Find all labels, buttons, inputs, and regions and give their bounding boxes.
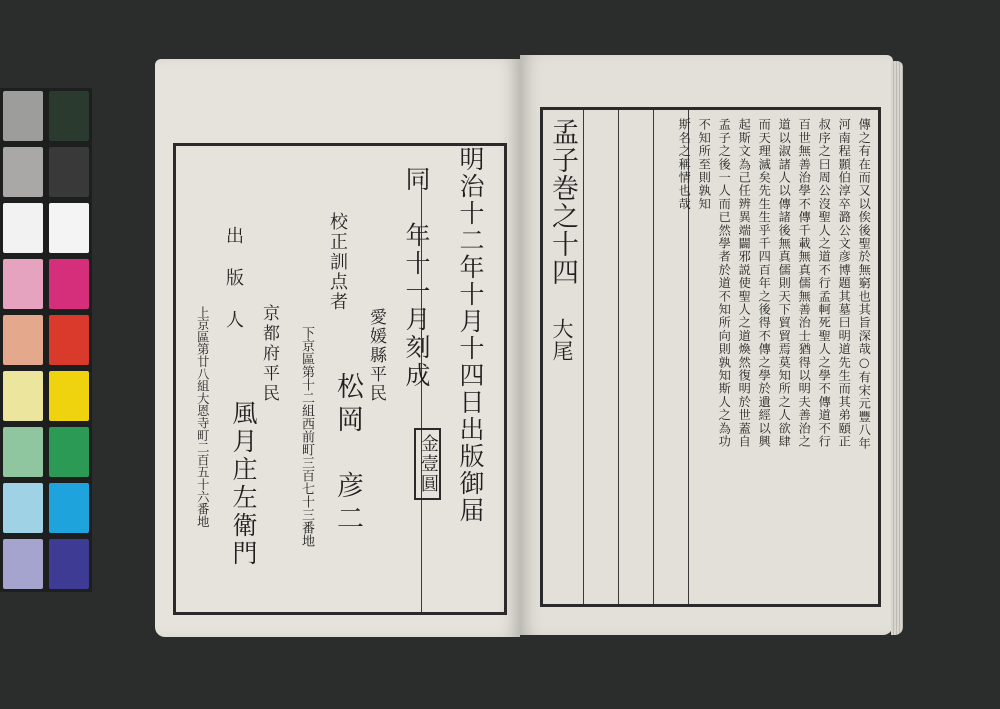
text-frame [540,107,881,607]
commentary-column: 起斯文為己任辨異端闢邪説使聖人之道煥然復明於世蓋自 [737,118,752,448]
color-swatch [3,259,43,309]
publisher-address: 上京區第廿八組大恩寺町二百五十六番地 [195,306,210,528]
editor-name: 松岡 彦二 [332,372,363,537]
editor-role: 校正訓点者 [327,212,348,312]
commentary-column: 傳之有在而又以俟後聖於無窮也其旨深哉○有宋元豐八年 [857,118,872,450]
color-swatch [49,483,89,533]
completion-date: 同 年十一月刻成 [402,166,431,390]
color-swatch [3,427,43,477]
color-swatch [49,147,89,197]
color-swatch [49,259,89,309]
commentary-column: 斯名之稱情也哉 [677,118,692,211]
color-swatch [49,427,89,477]
commentary-column: 道以淑諸人以傳諸後無真儒則天下貿貿焉莫知所之人欲肆 [777,118,792,448]
column-rule [618,110,619,604]
commentary-column: 河南程顥伯淳卒潞公文彦博題其墓曰明道先生而其弟頤正 [837,118,852,448]
color-swatch [3,315,43,365]
color-swatch [3,91,43,141]
color-swatch [3,371,43,421]
color-swatch [3,539,43,589]
publication-date: 明治十二年十月十四日出版御届 [456,146,485,524]
color-swatch [49,371,89,421]
commentary-column: 孟子之後一人而已然學者於道不知所向則孰知斯人之為功 [717,118,732,448]
color-swatch [49,91,89,141]
color-swatch [49,539,89,589]
editor-address: 下京區第十二組西前町三百七十三番地 [299,326,314,547]
color-swatch [3,147,43,197]
color-swatch [49,203,89,253]
commentary-column: 百世無善治學不傳千載無真儒無善治士猶得以明夫善治之 [797,118,812,448]
colophon-frame [173,143,507,615]
open-book [155,55,893,640]
column-rule [653,110,654,604]
publisher-name: 風月庄左衛門 [229,400,258,568]
color-swatch [3,203,43,253]
color-swatch [3,483,43,533]
volume-end-mark: 大尾 [550,318,574,362]
commentary-column: 叔序之曰周公沒聖人之道不行孟軻死聖人之學不傳道不行 [817,118,832,448]
volume-title: 孟子巻之十四 [547,118,578,286]
right-page [520,55,893,635]
publisher-prefecture: 京都府平民 [259,304,279,404]
publisher-role: 出 版 人 [223,226,244,331]
editor-prefecture: 愛媛縣平民 [366,308,386,403]
commentary-column: 不知所至則孰知 [697,118,712,211]
commentary-column: 而天理滅矣先生生乎千四百年之後得不傳之學於遺經以興 [757,118,772,448]
left-page [155,59,520,637]
color-calibration-chart [0,88,92,592]
title-column [543,110,584,604]
page-edge [891,61,903,635]
price-seal: 金壹圓 [414,428,441,500]
color-swatch [49,315,89,365]
